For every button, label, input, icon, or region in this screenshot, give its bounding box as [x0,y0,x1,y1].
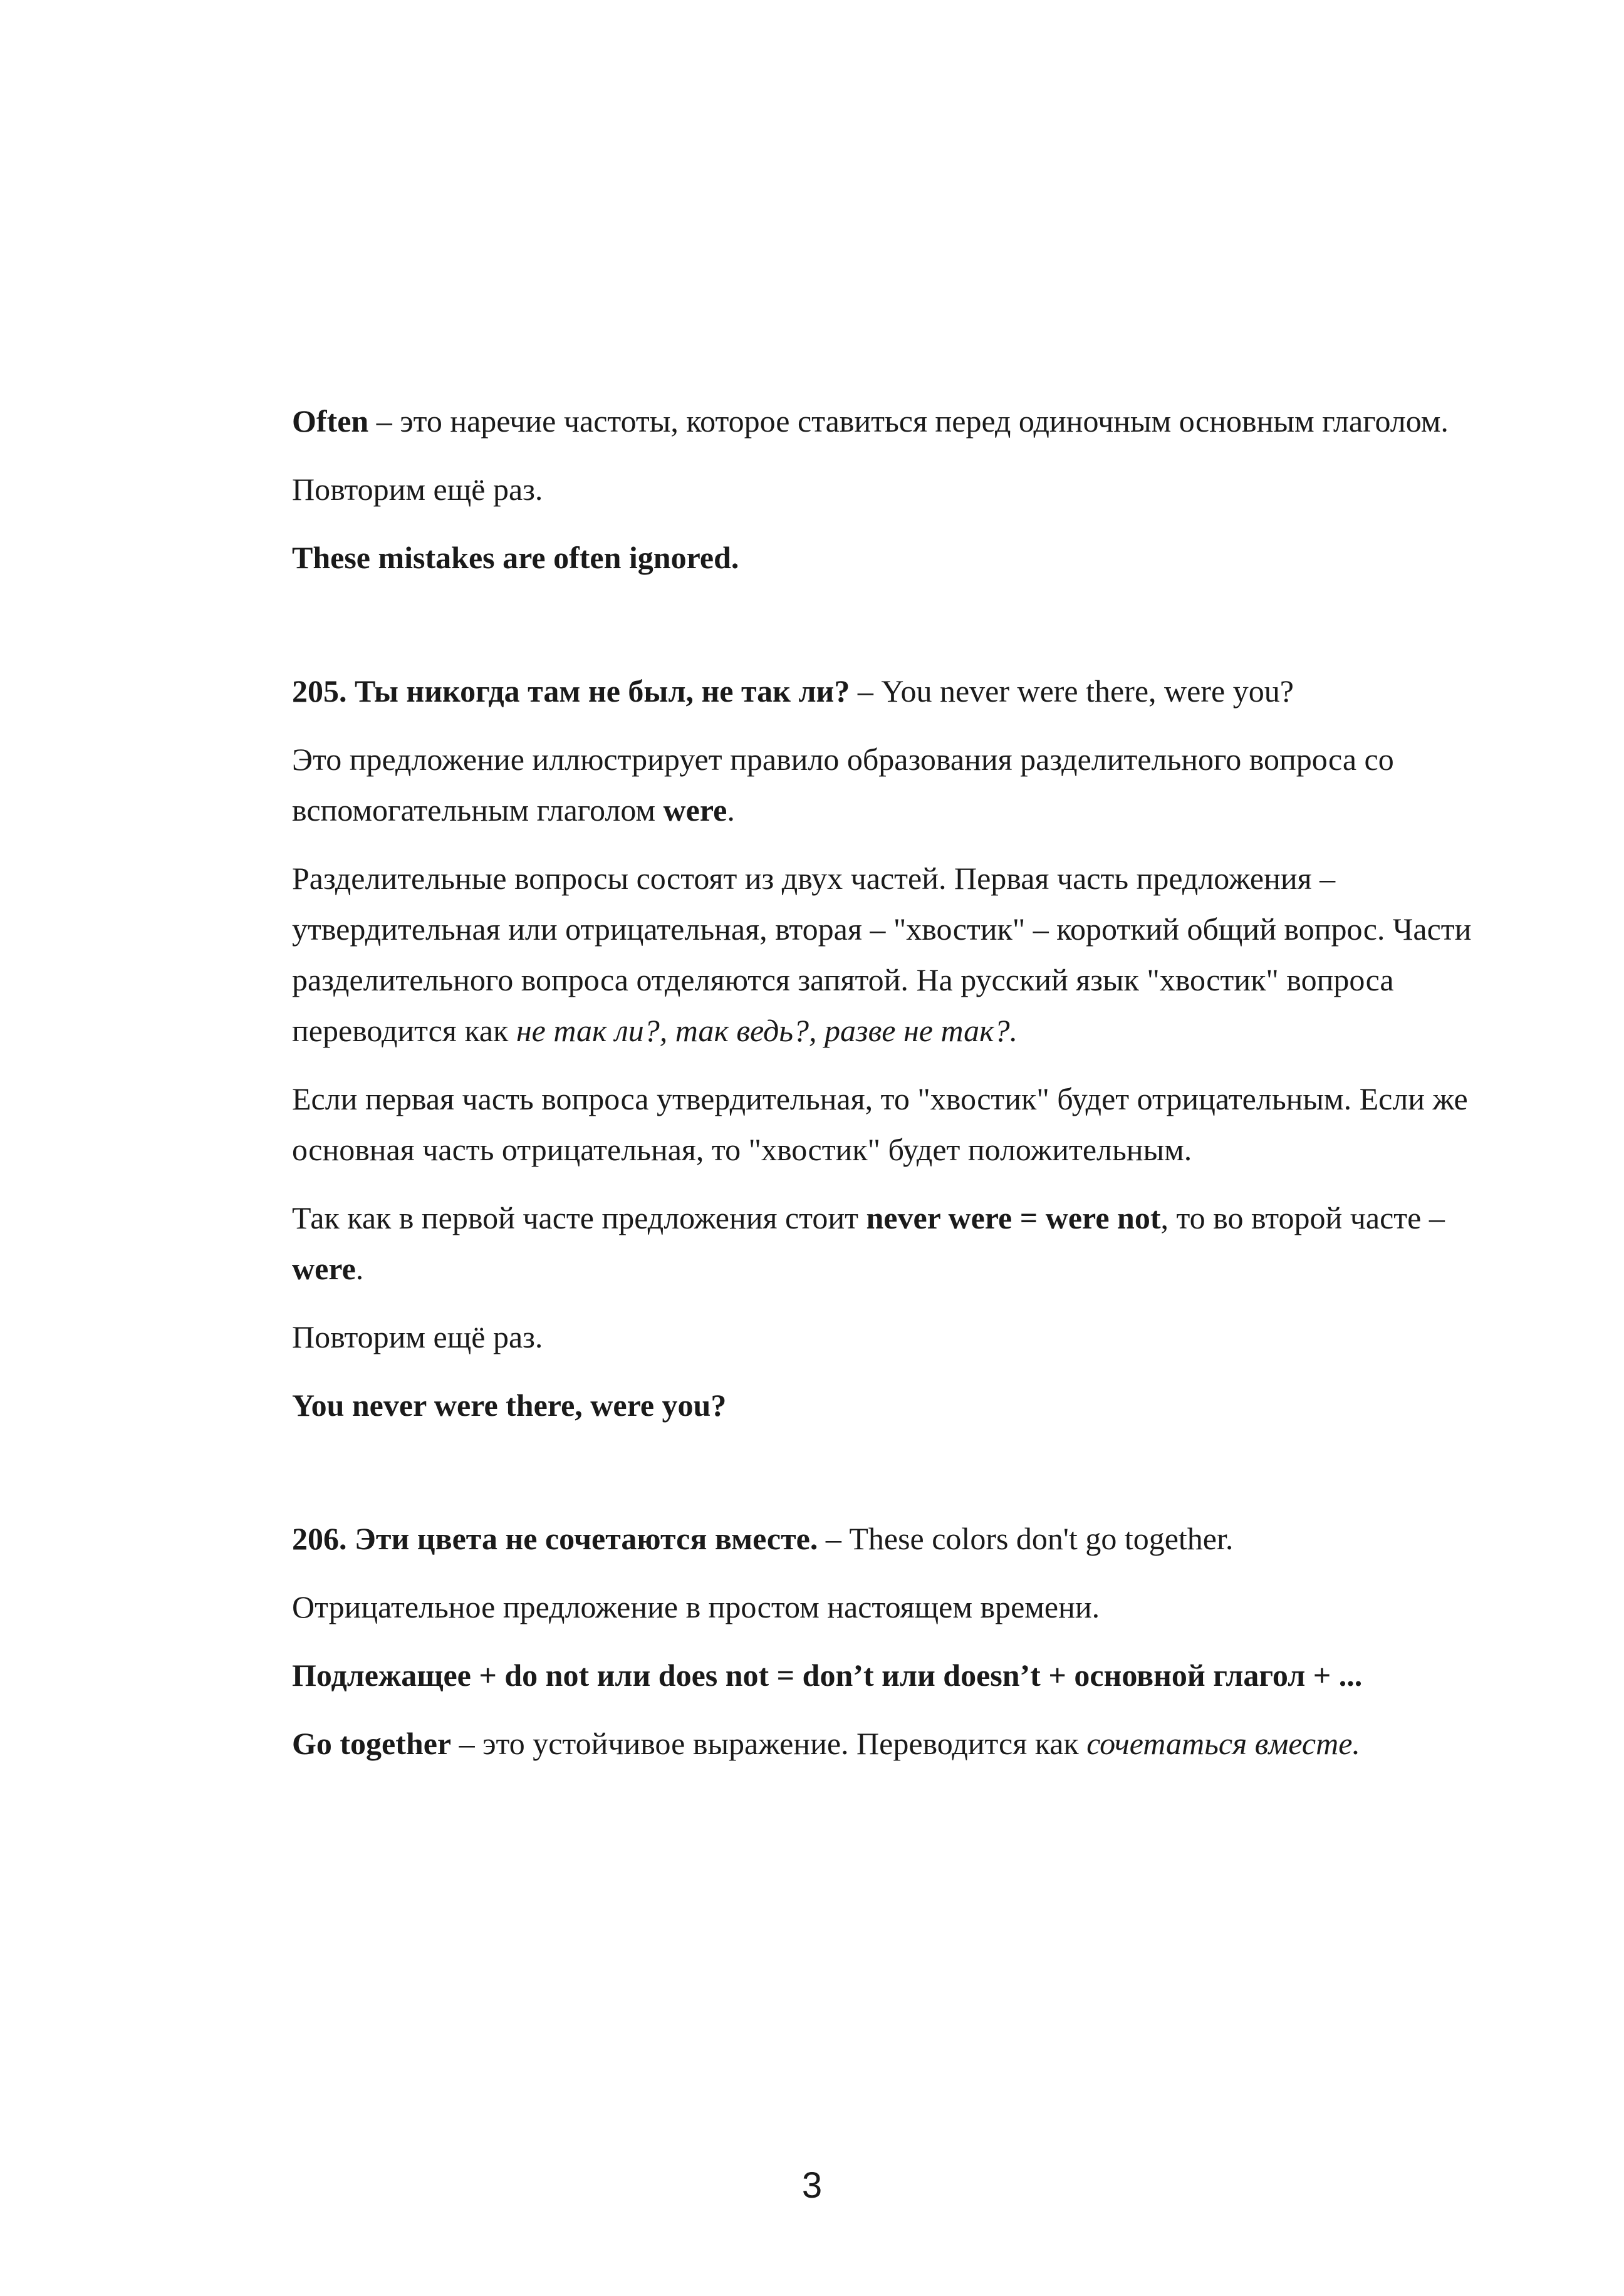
italic-translation: не так ли?, так ведь?, разве не так?. [516,1013,1018,1048]
paragraph-end: . [727,792,735,828]
term-were: were [663,792,727,828]
heading-translation: – These colors don't go together. [818,1521,1234,1556]
paragraph-205-2 [292,853,1482,1056]
paragraph-text: Разделительные вопросы состоят из двух частей. Первая часть предложения – утвердительная или отрицательная, вторая – "хвостик" – короткий общий вопрос. Части разделительного вопроса отделяются запятой. На русский язык "хвостик" вопроса переводится как [292,861,1472,1048]
paragraph-text: – это наречие частоты, которое ставиться перед одиночным основным глаголом. [368,403,1449,439]
paragraph-text: Это предложение иллюстрирует правило образования разделительного вопроса со вспомогательным глаголом [292,742,1394,828]
example-sentence [292,1380,1482,1431]
section-206-heading [292,1514,1482,1564]
paragraph-text: Так как в первой часте предложения стоит [292,1200,867,1235]
repeat-line: Повторим ещё раз. [292,1319,543,1354]
example-text: You never were there, were you? [292,1388,727,1423]
paragraph-206-1: Отрицательное предложение в простом настоящем времени. [292,1589,1100,1624]
paragraph-205-3: Если первая часть вопроса утвердительная, то "хвостик" будет отрицательным. Если же основная часть отрицательная, то "хвостик" будет положительным. [292,1081,1468,1167]
heading-russian: 206. Эти цвета не сочетаются вместе. [292,1521,818,1556]
section-205-heading [292,666,1482,717]
paragraph-206-2 [292,1718,1482,1769]
paragraph-mid: , то во второй часте – [1160,1200,1445,1235]
paragraph-often [292,396,1482,447]
heading-translation: – You never were there, were you? [850,673,1294,709]
formula-206 [292,1650,1482,1701]
section-gap [292,1448,1482,1514]
bold-were: were [292,1251,356,1286]
page-number: 3 [801,2165,823,2206]
heading-russian: 205. Ты никогда там не был, не так ли? [292,673,850,709]
bold-never-were: never were = were not [866,1200,1161,1235]
italic-translation: сочетаться вместе. [1086,1726,1360,1761]
paragraph-end: . [355,1251,364,1286]
term-often: Often [292,403,369,439]
formula-text: Подлежащее + do not или does not = don’t или doesn’t + основной глагол + ... [292,1658,1363,1693]
paragraph-text: – это устойчивое выражение. Переводится как [451,1726,1087,1761]
example-sentence [292,532,1482,583]
term-go-together: Go together [292,1726,452,1761]
paragraph-205-4 [292,1193,1482,1294]
example-text: These mistakes are often ignored. [292,540,739,575]
paragraph-205-1 [292,734,1482,836]
page-content [292,396,1482,1787]
repeat-line: Повторим ещё раз. [292,472,543,507]
section-gap [292,601,1482,666]
